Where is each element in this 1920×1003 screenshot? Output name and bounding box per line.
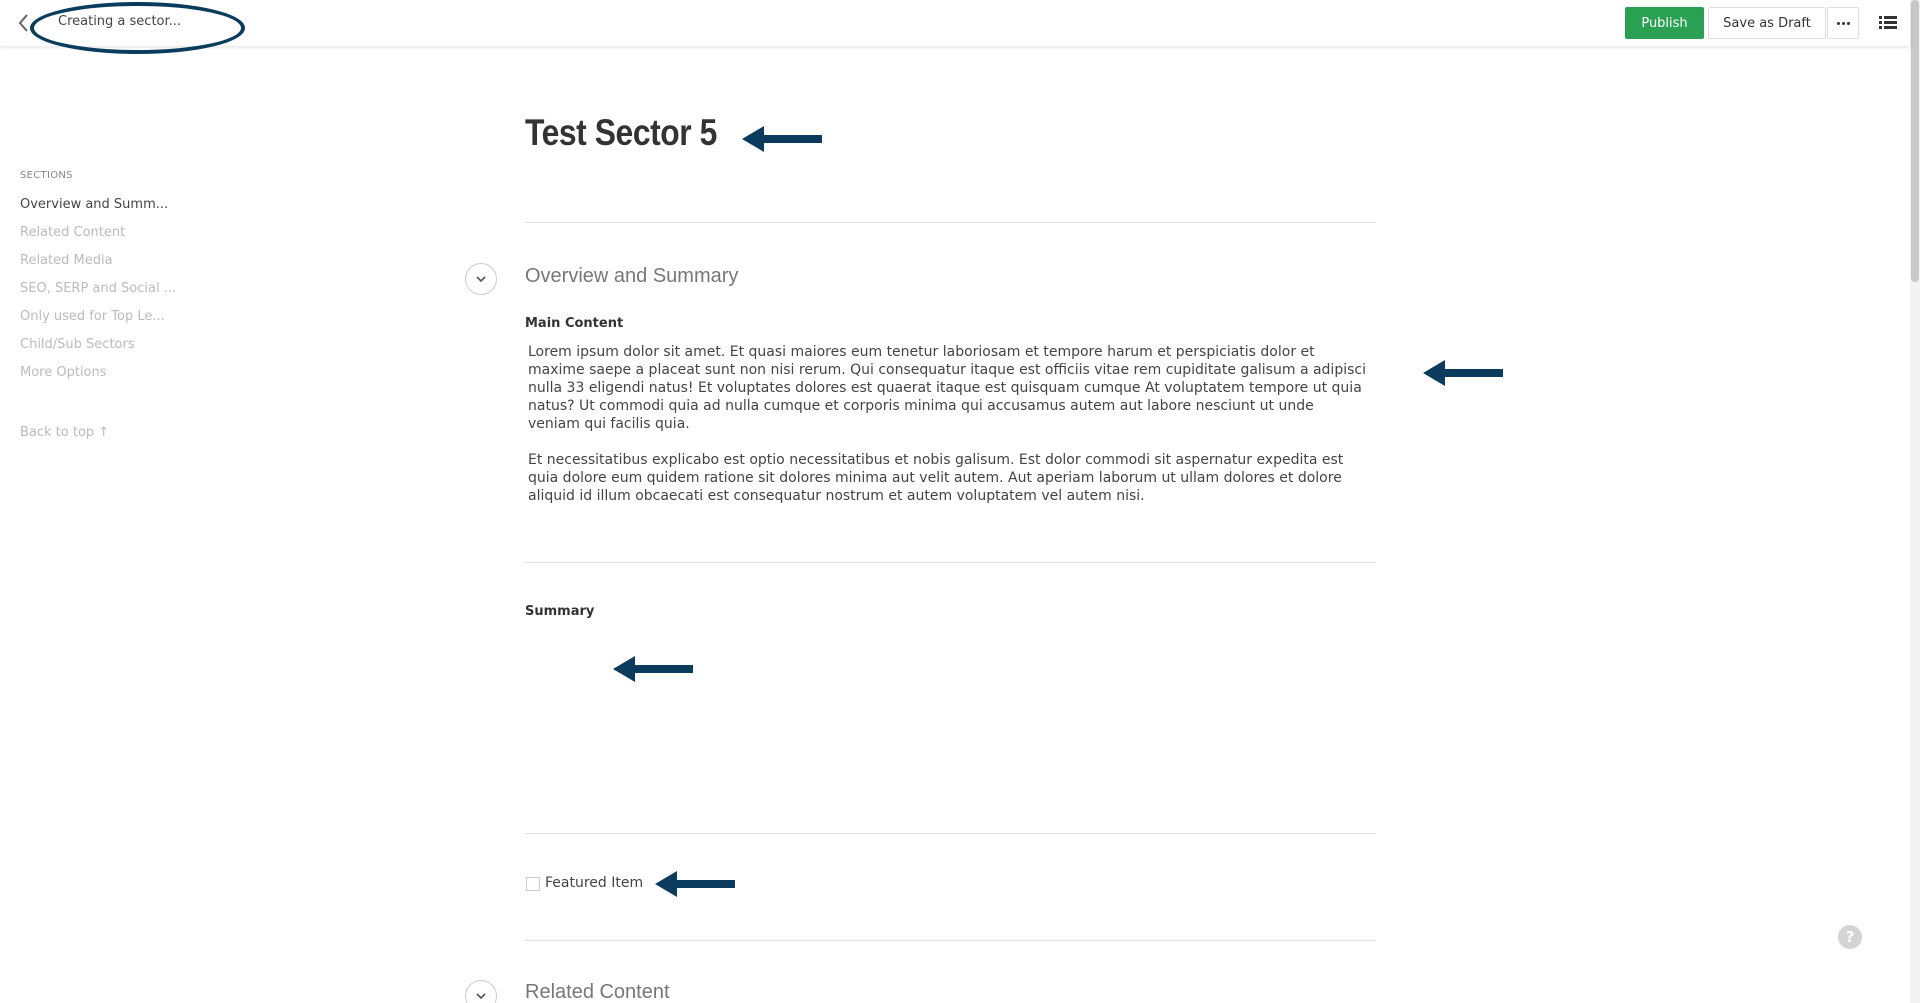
main-content-paragraph: Lorem ipsum dolor sit amet. Et quasi maiores eum tenetur laboriosam et tempore harum et perspiciatis dolor et maxime saepe a placeat sunt non nisi rerum. Qui consequatur itaque est officiis vitae rem cupiditate galisum a adipisci nulla 33 eligendi natus! Et voluptates dolores est quaerat itaque est quisquam cumque At voluptatem tempore ut quia natus? Ut commodi quia ad nulla cumque et corporis minima qui accusamus autem aut labore nesciunt ut unde veniam qui facilis quia. bbox=[528, 344, 1366, 432]
featured-item-checkbox[interactable] bbox=[526, 877, 540, 891]
ellipsis-icon bbox=[1837, 22, 1850, 25]
divider bbox=[525, 940, 1376, 941]
page-title[interactable]: Test Sector 5 bbox=[525, 112, 717, 153]
nav-item-related-content[interactable]: Related Content bbox=[20, 225, 126, 240]
section-toggle-overview[interactable] bbox=[465, 263, 497, 295]
main-content-label: Main Content bbox=[525, 316, 624, 331]
nav-item-seo[interactable]: SEO, SERP and Social ... bbox=[20, 281, 177, 296]
summary-label: Summary bbox=[525, 604, 595, 619]
section-toggle-related-content[interactable] bbox=[465, 980, 497, 1003]
back-button[interactable] bbox=[12, 10, 36, 36]
nav-item-more-options[interactable]: More Options bbox=[20, 365, 107, 380]
arrow-left-icon bbox=[742, 124, 822, 154]
help-button[interactable] bbox=[1838, 925, 1862, 949]
featured-item-label[interactable]: Featured Item bbox=[545, 875, 644, 891]
back-to-top-link[interactable]: Back to top ↑ bbox=[20, 425, 110, 440]
save-as-draft-button[interactable]: Save as Draft bbox=[1708, 7, 1826, 39]
arrow-left-icon bbox=[613, 654, 693, 684]
sections-heading: SECTIONS bbox=[20, 170, 73, 181]
arrow-left-icon bbox=[1423, 358, 1503, 388]
nav-item-overview[interactable]: Overview and Summ... bbox=[20, 197, 169, 212]
list-view-button[interactable] bbox=[1876, 11, 1900, 35]
chevron-down-icon bbox=[474, 989, 488, 1003]
main-content-editor[interactable] bbox=[528, 343, 1370, 523]
divider bbox=[525, 833, 1376, 834]
sections-nav bbox=[20, 197, 176, 393]
question-icon: ? bbox=[1845, 928, 1855, 946]
nav-item-top-level[interactable]: Only used for Top Le... bbox=[20, 309, 165, 324]
chevron-left-icon bbox=[12, 10, 36, 36]
nav-item-related-media[interactable]: Related Media bbox=[20, 253, 113, 268]
section-heading-related-content: Related Content bbox=[525, 981, 670, 1003]
main-content-paragraph: Et necessitatibus explicabo est optio necessitatibus et nobis galisum. Est dolor commodi sit aspernatur expedita est quia dolore eum quidem ratione sit dolores minima aut velit autem. Aut aperiam laborum ut ullam dolores et dolore aliquid id illum obcaecati est consequatur nostrum et autem voluptatem vel autem nisi. bbox=[528, 452, 1344, 504]
divider bbox=[525, 562, 1376, 563]
nav-item-child-sectors[interactable]: Child/Sub Sectors bbox=[20, 337, 135, 352]
scrollbar-thumb[interactable] bbox=[1911, 0, 1919, 282]
chevron-down-icon bbox=[474, 272, 488, 286]
top-bar bbox=[0, 0, 1910, 46]
document-title: Creating a sector... bbox=[58, 14, 182, 29]
more-options-button[interactable] bbox=[1827, 7, 1859, 39]
section-heading-overview: Overview and Summary bbox=[525, 265, 739, 287]
list-view-icon bbox=[1876, 11, 1900, 35]
divider bbox=[525, 222, 1376, 223]
scrollbar[interactable] bbox=[1910, 0, 1920, 1003]
arrow-left-icon bbox=[655, 869, 735, 899]
publish-button[interactable]: Publish bbox=[1625, 7, 1704, 39]
